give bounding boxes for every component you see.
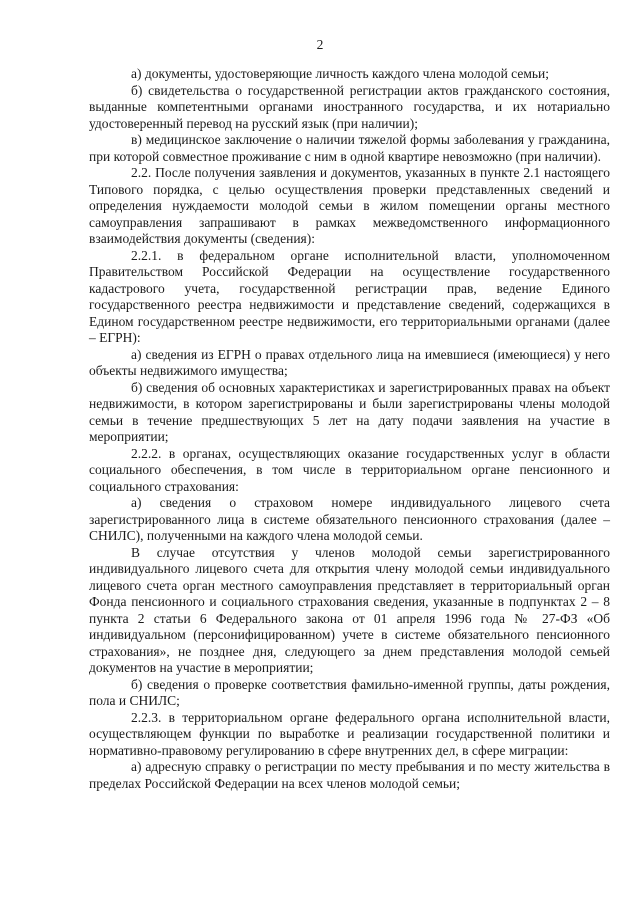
paragraph-section-2-2-1: 2.2.1. в федеральном органе исполнительной власти, уполномоченном Правительством Российской Федерации на осуществление государственного кадастрового учета, государственной регистрации прав, ведение Единого государственного реестра недвижимости и представление сведений, содержащихся в Едином государственном реестре недвижимости, его территориальными органами (далее – ЕГРН):: [89, 247, 610, 345]
paragraph-no-account-case: В случае отсутствия у членов молодой семьи зарегистрированного индивидуального лицевого счета для открытия члену молодой семьи индивидуального лицевого счета орган местного самоуправления представляет в территориальный орган Фонда пенсионного и социального страхования сведения, указанные в подпунктах 2 – 8 пункта 2 статьи 6 Федерального закона от 01 апреля 1996 года № 27-ФЗ «Об индивидуальном (персонифицированном) учете в системе обязательного пенсионного страхования», не позднее дня, следующего за днем представления молодой семьей документов на участие в мероприятии;: [89, 544, 610, 675]
paragraph-snils-info: а) сведения о страховом номере индивидуального лицевого счета зарегистрированного лица в системе обязательного пенсионного страхования (далее – СНИЛС), полученными на каждого члена молодой семьи.: [89, 495, 610, 543]
paragraph-section-2-2-2: 2.2.2. в органах, осуществляющих оказание государственных услуг в области социального обеспечения, в том числе в территориальном органе пенсионного и социального страхования:: [89, 445, 610, 494]
paragraph-address-certificate: а) адресную справку о регистрации по месту пребывания и по месту жительства в пределах Российской Федерации на всех членов молодой семьи;: [89, 759, 610, 791]
paragraph-document-identity: а) документы, удостоверяющие личность каждого члена молодой семьи;: [131, 66, 550, 81]
paragraph-medical-conclusion: в) медицинское заключение о наличии тяжелой формы заболевания у гражданина, при которой совместное проживание с ним в одной квартире невозможно (при наличии).: [89, 132, 610, 164]
page-number: 2: [316, 37, 324, 52]
paragraph-egrn-characteristics: б) сведения об основных характеристиках и зарегистрированных правах на объект недвижимости, в котором зарегистрированы и были зарегистрированы члены молодой семьи в течение предшествующих 5 лет на дату подачи заявления на участие в мероприятии;: [89, 379, 610, 444]
paragraph-snils-verification: б) сведения о проверке соответствия фамильно-именной группы, даты рождения, пола и СНИЛС;: [89, 676, 610, 708]
paragraph-section-2-2: 2.2. После получения заявления и документов, указанных в пункте 2.1 настоящего Типового порядка, с целью осуществления проверки представленных сведений и определения нуждаемости молодой семьи в жилом помещении органы местного самоуправления запрашивают в рамках межведомственного информационного взаимодействия документы (сведения):: [89, 165, 610, 246]
paragraph-egrn-rights: а) сведения из ЕГРН о правах отдельного лица на имевшиеся (имеющиеся) у него объекты недвижимого имущества;: [89, 346, 610, 378]
paragraph-civil-status-certificates: б) свидетельства о государственной регистрации актов гражданского состояния, выданные компетентными органами иностранного государства, и их нотариально удостоверенный перевод на русский язык (при наличии);: [89, 82, 610, 131]
document-body: [89, 66, 610, 792]
paragraph-section-2-2-3: 2.2.3. в территориальном органе федерального органа исполнительной власти, осуществляющем функции по выработке и реализации государственной политики и нормативно-правовому регулированию в сфере внутренних дел, в сфере миграции:: [89, 709, 610, 758]
